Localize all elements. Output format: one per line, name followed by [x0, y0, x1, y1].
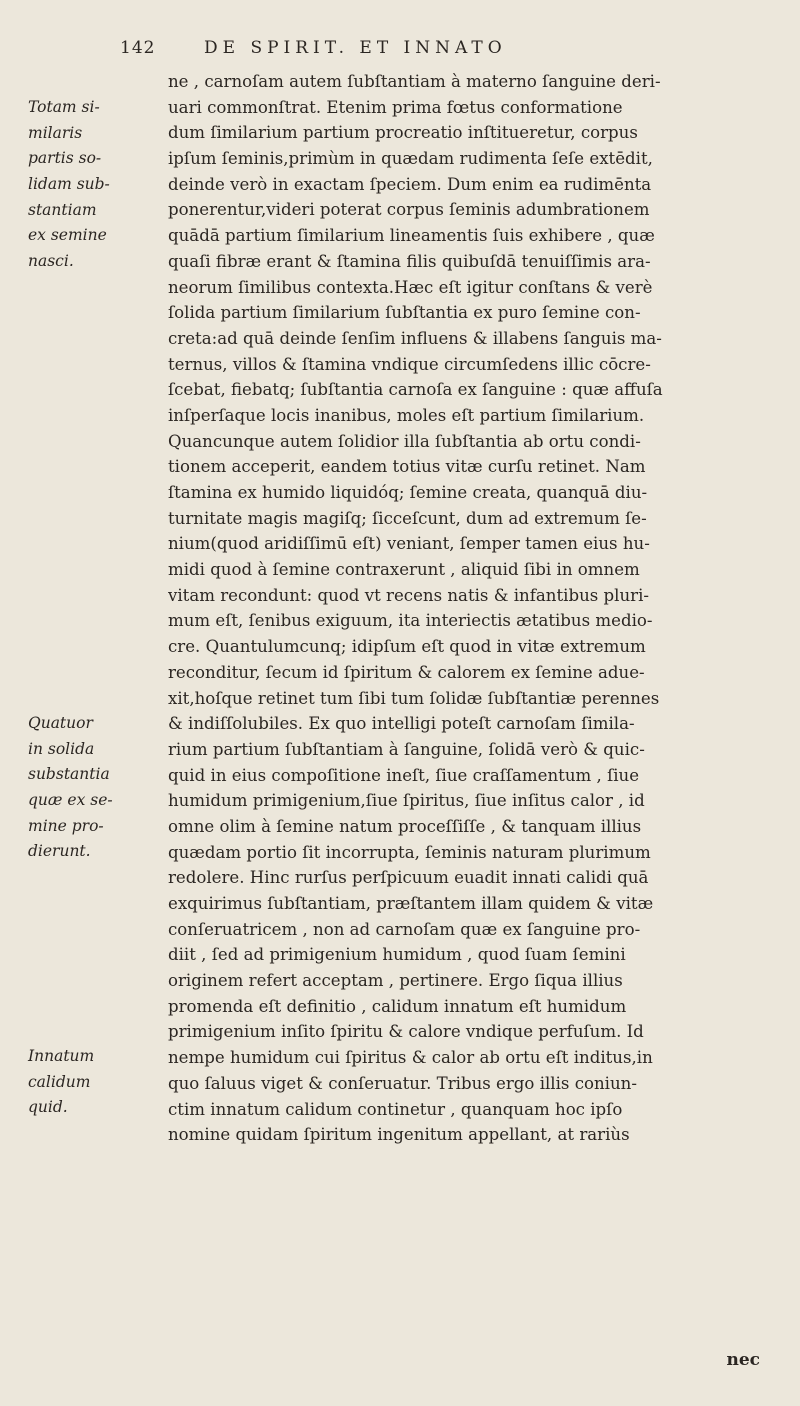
- text-line: promenda eſt definitio , calidum innatum eſt humidum: [168, 996, 627, 1016]
- text-line: quid in eius compoſitione ineſt, ſiue craſſamentum , ſiue: [168, 765, 640, 785]
- margin-note-line: mine pro-: [28, 816, 104, 835]
- margin-note-line: Quatuor: [28, 714, 93, 732]
- margin-note-line: Innatum: [28, 1047, 95, 1065]
- text-line: ſtamina ex humido liquidóq; ſemine creata, quanquā diu-: [168, 483, 648, 502]
- margin-note-line: milaris: [28, 123, 83, 142]
- text-line: ſolida partium ſimilarium ſubſtantia ex puro ſemine con-: [168, 303, 641, 323]
- text-line: vitam recondunt: quod vt recens natis & infantibus pluri-: [168, 585, 650, 605]
- catchword: nec: [726, 1350, 760, 1370]
- text-line: omne olim à ſemine natum proceſſiſſe , & tanquam illius: [168, 816, 642, 836]
- text-line: turnitate magis magiſq; ſicceſcunt, dum ad extremum ſe-: [168, 508, 647, 528]
- text-line: creta:ad quā deinde ſenſim influens & illabens ſanguis ma-: [168, 328, 662, 348]
- margin-note-line: ex semine: [28, 226, 107, 245]
- text-line: quaſi fibræ erant & ſtamina filis quibuſdā tenuiſſimis ara-: [168, 251, 651, 271]
- text-line: ponerentur,videri poterat corpus ſeminis adumbrationem: [168, 200, 650, 220]
- margin-note-innatum-calidum: [28, 1044, 164, 1121]
- text-line: mum eſt, ſenibus exiguum, ita interiectis ætatibus medio-: [168, 611, 653, 631]
- margin-note-line: quid.: [28, 1098, 68, 1117]
- text-line: ctim innatum calidum continetur , quanquam hoc ipſo: [168, 1099, 623, 1119]
- text-line: inſperſaque locis inanibus, moles eſt partium ſimilarium.: [168, 405, 645, 425]
- text-line: ipſum ſeminis,primùm in quædam rudimenta ſeſe extēdit,: [168, 149, 653, 169]
- running-header: [120, 38, 780, 66]
- text-line: ternus, villos & ſtamina vndique circumſedens illic cōcre-: [168, 354, 651, 374]
- text-line: conſeruatricem , non ad carnoſam quæ ex ſanguine pro-: [168, 919, 641, 939]
- margin-note-line: nasci.: [28, 252, 74, 271]
- text-line: dum ſimilarium partium procreatio inſtitueretur, corpus: [168, 123, 638, 143]
- text-line: originem refert acceptam , pertinere. Ergo ſiqua illius: [168, 971, 623, 991]
- main-text-block: [168, 69, 778, 1148]
- text-line: uari commonſtrat. Etenim prima fœtus conformatione: [168, 97, 623, 117]
- text-line: quādā partium ſimilarium lineamentis ſuis exhibere , quæ: [168, 226, 655, 246]
- text-line: nomine quidam ſpiritum ingenitum appellant, at rariùs: [168, 1125, 630, 1145]
- text-line: neorum ſimilibus contexta.Hæc eſt igitur conſtans & verè: [168, 277, 653, 297]
- text-line: nempe humidum cui ſpiritus & calor ab ortu eſt inditus,in: [168, 1048, 653, 1068]
- margin-note-totam-similaris: [28, 95, 164, 275]
- margin-note-quatuor: [28, 711, 164, 865]
- margin-note-line: lidam sub-: [28, 175, 110, 194]
- margin-note-line: substantia: [28, 765, 110, 784]
- text-line: ne , carnoſam autem ſubſtantiam à materno ſanguine deri-: [168, 72, 661, 91]
- margin-note-line: calidum: [28, 1072, 91, 1091]
- text-line: & indiſſolubiles. Ex quo intelligi poteſt carnoſam ſimila-: [168, 714, 635, 734]
- text-line: exquirimus ſubſtantiam, præſtantem illam quidem & vitæ: [168, 894, 654, 913]
- text-line: cre. Quantulumcunq; idipſum eſt quod in vitæ extremum: [168, 637, 646, 657]
- text-line: tionem acceperit, eandem totius vitæ curſu retinet. Nam: [168, 457, 646, 477]
- running-title: DE SPIRIT. ET INNATO: [204, 38, 507, 58]
- margin-note-line: stantiam: [28, 200, 97, 219]
- text-line: deinde verò in exactam ſpeciem. Dum enim ea rudimēnta: [168, 174, 652, 194]
- margin-note-line: in solida: [28, 739, 95, 758]
- text-line: humidum primigenium,ſiue ſpiritus, ſiue inſitus calor , id: [168, 791, 645, 811]
- text-line: quo ſaluus viget & conſeruatur. Tribus ergo illis coniun-: [168, 1073, 637, 1093]
- text-line: ſcebat, fiebatq; ſubſtantia carnoſa ex ſanguine : quæ affuſa: [168, 380, 663, 400]
- text-line: diit , ſed ad primigenium humidum , quod ſuam ſemini: [168, 945, 626, 965]
- text-line: reconditur, ſecum id ſpiritum & calorem ex ſemine adue-: [168, 662, 645, 682]
- text-line: nium(quod aridiſſimū eſt) veniant, ſemper tamen eius hu-: [168, 534, 650, 554]
- text-line: xit,hoſque retinet tum ſibi tum ſolidæ ſubſtantiæ perennes: [168, 688, 660, 708]
- margin-note-line: quæ ex se-: [28, 791, 113, 810]
- margin-note-line: partis so-: [28, 149, 102, 168]
- text-line: quædam portio ſit incorrupta, ſeminis naturam plurimum: [168, 842, 651, 862]
- page-number: 142: [120, 38, 156, 58]
- text-line: primigenium inſito ſpiritu & calore vndique perfuſum. Id: [168, 1022, 644, 1042]
- margin-note-line: dierunt.: [28, 842, 91, 861]
- text-line: Quancunque autem ſolidior illa ſubſtantia ab ortu condi-: [168, 431, 641, 451]
- text-line: redolere. Hinc rurſus perſpicuum euadit innati calidi quā: [168, 868, 649, 888]
- text-line: rium partium ſubſtantiam à ſanguine, ſolidā verò & quic-: [168, 739, 645, 759]
- margin-note-line: Totam si-: [28, 98, 100, 116]
- text-line: midi quod à ſemine contraxerunt , aliquid ſibi in omnem: [168, 560, 640, 580]
